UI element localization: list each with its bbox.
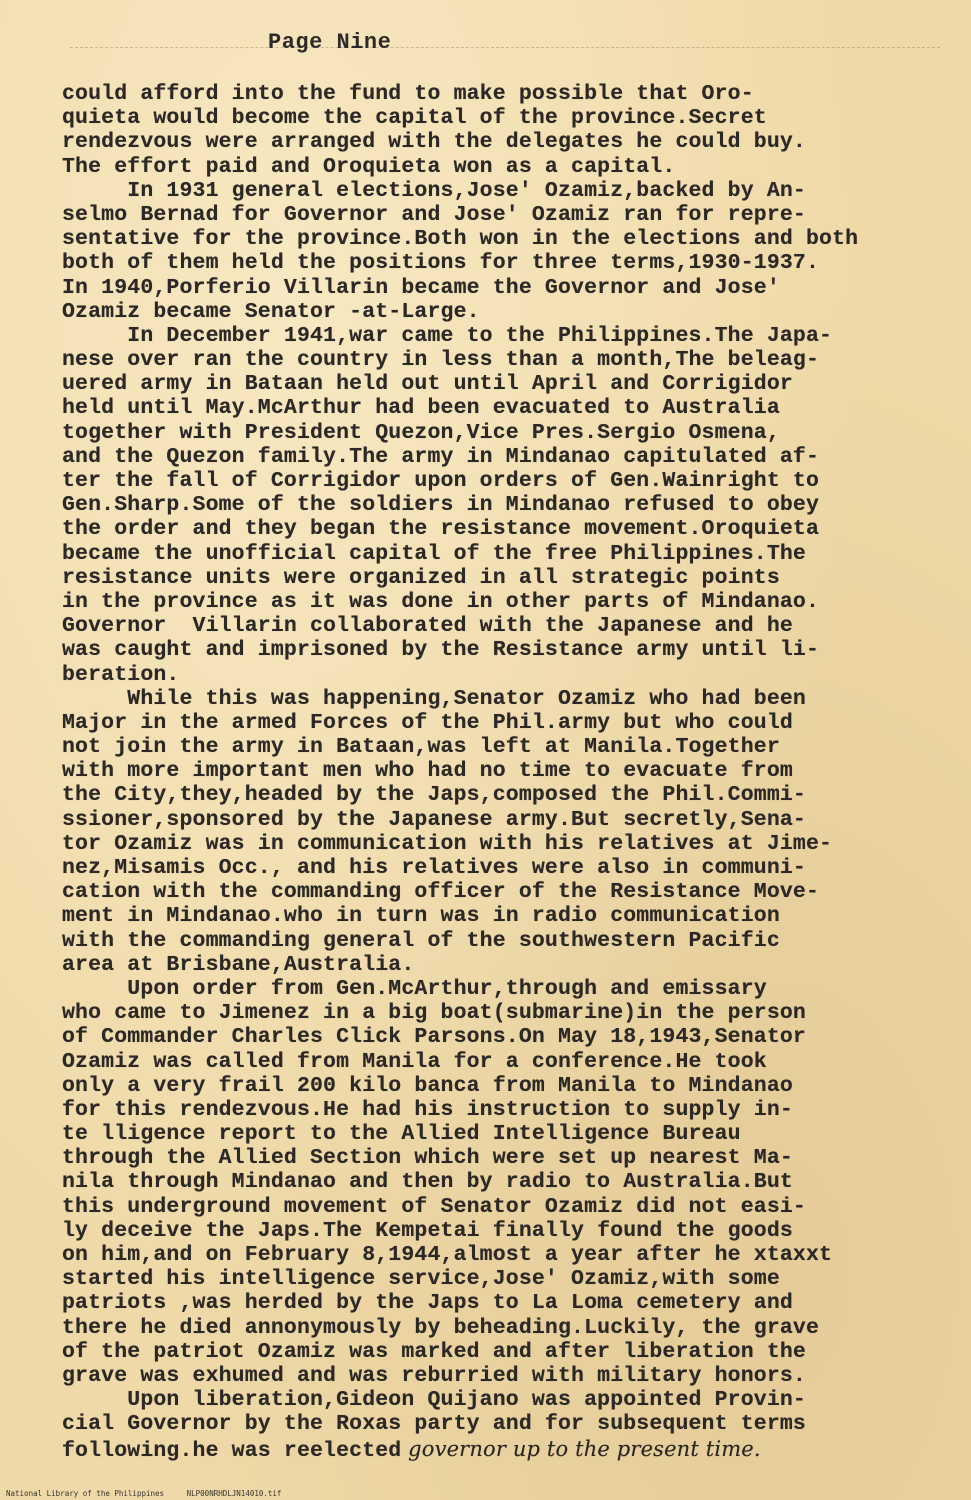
text-line: with the commanding general of the southwestern Pacific [62,928,780,953]
text-line: and the Quezon family.The army in Mindanao capitulated af- [62,444,820,469]
text-line: was caught and imprisoned by the Resistance army until li- [62,638,820,663]
text-line: started his intelligence service,Jose' Ozamiz,with some [62,1267,780,1292]
final-text-line [62,1437,962,1461]
body-text [62,82,962,1461]
text-line: held until May.McArthur had been evacuated to Australia [62,396,780,421]
text-line: for this rendezvous.He had his instruction to supply in- [62,1097,793,1122]
page-header: Page Nine [268,30,392,55]
text-line: grave was exhumed and was reburried with military honors. [62,1363,806,1388]
text-line: nez,Misamis Occ., and his relatives were also in communi- [62,856,806,880]
text-line: both of them held the positions for three terms,1930-1937. [62,251,820,276]
text-line: of Commander Charles Click Parsons.On May 18,1943,Senator [62,1025,806,1050]
text-line: Major in the armed Forces of the Phil.army but who could [62,710,793,735]
text-line: In 1931 general elections,Jose' Ozamiz,backed by An- [62,178,806,203]
text-line: selmo Bernad for Governor and Jose' Ozamiz ran for repre- [62,202,806,227]
text-line: this underground movement of Senator Ozamiz did not easi- [62,1194,806,1219]
text-line: not join the army in Bataan,was left at Manila.Together [62,735,780,760]
text-line: While this was happening,Senator Ozamiz who had been [62,686,806,711]
text-line: nila through Mindanao and then by radio to Australia.But [62,1170,793,1195]
text-line: who came to Jimenez in a big boat(submarine)in the person [62,1001,806,1026]
header-rule [70,47,940,48]
text-line: became the unofficial capital of the free Philippines.The [62,541,806,566]
text-line: ly deceive the Japs.The Kempetai finally found the goods [62,1218,793,1243]
text-line: only a very frail 200 kilo banca from Manila to Mindanao [62,1073,793,1098]
text-line: with more important men who had no time to evacuate from [62,759,793,784]
text-line: the order and they began the resistance movement.Oroquieta [62,517,820,542]
text-line: area at Brisbane,Australia. [62,952,415,977]
text-line: Governor Villarin collaborated with the Japanese and he [62,614,793,639]
text-line: together with President Quezon,Vice Pres.Sergio Osmena, [62,420,780,445]
text-line: sentative for the province.Both won in the elections and both [62,227,859,252]
text-line: Ozamiz was called from Manila for a conference.He took [62,1049,767,1074]
text-line: there he died annonymously by beheading.Luckily, the grave [62,1315,820,1340]
text-line: ment in Mindanao.who in turn was in radio communication [62,904,780,929]
footer-caption: National Library of the Philippines NLP00NRHDLJN14010.tif [6,1489,282,1498]
text-line: beration. [62,662,180,687]
text-line: of the patriot Ozamiz was marked and after liberation the [62,1339,806,1364]
text-line: nese over ran the country in less than a month,The beleag- [62,348,820,373]
text-line: resistance units were organized in all strategic points [62,565,780,590]
text-line: patriots ,was herded by the Japs to La Loma cemetery and [62,1291,793,1316]
text-line: In December 1941,war came to the Philippines.The Japa- [62,323,833,348]
text-line: Upon order from Gen.McArthur,through and emissary [62,976,767,1001]
text-line: uered army in Bataan held out until April and Corrigidor [62,372,793,397]
text-line: quieta would become the capital of the province.Secret [62,106,767,131]
text-line: through the Allied Section which were set up nearest Ma- [62,1146,793,1171]
text-line: cation with the commanding officer of the Resistance Move- [62,880,820,905]
text-line: ssioner,sponsored by the Japanese army.But secretly,Sena- [62,807,806,832]
text-line: Ozamiz became Senator -at-Large. [62,299,480,324]
text-line: Gen.Sharp.Some of the soldiers in Mindanao refused to obey [62,493,820,518]
text-line: te lligence report to the Allied Intelligence Bureau [62,1122,741,1147]
text-line: The effort paid and Oroquieta won as a capital. [62,154,676,179]
text-line: rendezvous were arranged with the delegates he could buy. [62,130,806,155]
text-line: In 1940,Porferio Villarin became the Governor and Jose' [62,275,780,300]
text-line: could afford into the fund to make possible that Oro- [62,82,754,106]
handwritten-annotation: governor up to the present time. [401,1436,761,1461]
text-line: in the province as it was done in other parts of Mindanao. [62,589,820,614]
typed-text: following.he was reelected [62,1438,402,1463]
text-line: on him,and on February 8,1944,almost a year after he xtaxxt [62,1243,833,1267]
text-line: the City,they,headed by the Japs,composed the Phil.Commi- [62,783,806,808]
text-line: Upon liberation,Gideon Quijano was appointed Provin- [62,1388,806,1413]
text-line: ter the fall of Corrigidor upon orders of Gen.Wainright to [62,469,820,493]
text-line: cial Governor by the Roxas party and for subsequent terms [62,1412,806,1437]
text-line: tor Ozamiz was in communication with his relatives at Jime- [62,831,833,856]
